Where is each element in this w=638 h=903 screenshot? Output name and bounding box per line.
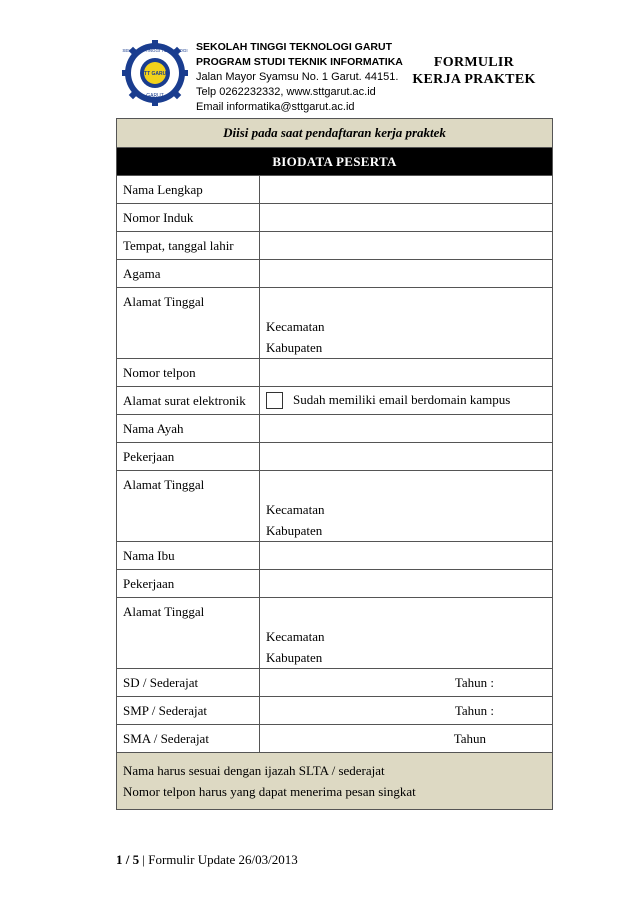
alamat-ibu-field[interactable] (260, 598, 553, 669)
nomor-telpon-label: Nomor telpon (117, 359, 260, 387)
alamat-ayah-label: Alamat Tinggal (117, 471, 260, 542)
sd-tahun-label: Tahun : (454, 674, 494, 690)
form-row (117, 288, 553, 359)
form-row (117, 415, 553, 443)
nomor-induk-label: Nomor Induk (117, 204, 260, 232)
kabupaten-label: Kabupaten (266, 340, 323, 355)
smp-label: SMP / Sederajat (117, 697, 260, 725)
pekerjaan-ibu-label: Pekerjaan (117, 570, 260, 598)
kabupaten-label: Kabupaten (266, 523, 323, 538)
institution-phone-web: Telp 0262232332, www.sttgarut.ac.id (196, 86, 376, 98)
form-row (117, 176, 553, 204)
agama-label: Agama (117, 260, 260, 288)
form-row (117, 598, 553, 669)
bottom-notes (117, 753, 553, 810)
section-title: BIODATA PESERTA (117, 148, 553, 176)
nama-lengkap-field[interactable] (260, 176, 553, 204)
logo-text-top: SEKOLAH TINGGI TEKNOLOGI (122, 48, 188, 53)
ttl-field[interactable] (260, 232, 553, 260)
form-row (117, 725, 553, 753)
email-label: Alamat surat elektronik (117, 387, 260, 415)
sma-field[interactable] (260, 725, 553, 753)
sma-label: SMA / Sederajat (117, 725, 260, 753)
nomor-telpon-field[interactable] (260, 359, 553, 387)
form-row (117, 471, 553, 542)
nama-ibu-field[interactable] (260, 542, 553, 570)
form-row (117, 359, 553, 387)
footer-update: Formulir Update 26/03/2013 (148, 852, 298, 867)
form-row (117, 697, 553, 725)
alamat-tinggal-field[interactable] (260, 288, 553, 359)
form-title-line2: KERJA PRAKTEK (412, 72, 536, 87)
biodata-form-table (116, 118, 553, 810)
page-footer (116, 852, 298, 868)
top-note: Diisi pada saat pendaftaran kerja praktek (117, 119, 553, 148)
institution-address: Jalan Mayor Syamsu No. 1 Garut. 44151. (196, 71, 399, 83)
program-name: PROGRAM STUDI TEKNIK INFORMATIKA (196, 56, 403, 68)
kecamatan-label: Kecamatan (266, 629, 325, 644)
logo-text-bottom: GARUT (146, 93, 164, 99)
alamat-ibu-label: Alamat Tinggal (117, 598, 260, 669)
campus-email-checkbox[interactable] (266, 392, 283, 409)
page-header (0, 0, 638, 115)
form-row (117, 232, 553, 260)
kabupaten-label: Kabupaten (266, 650, 323, 665)
kecamatan-label: Kecamatan (266, 502, 325, 517)
form-title-line1: FORMULIR (433, 55, 515, 70)
stt-garut-logo-icon (122, 40, 188, 106)
form-row (117, 260, 553, 288)
smp-tahun-label: Tahun : (454, 702, 494, 718)
kecamatan-label: Kecamatan (266, 319, 325, 334)
note-telpon: Nomor telpon harus yang dapat menerima pesan singkat (123, 784, 416, 799)
form-row (117, 542, 553, 570)
form-row (117, 443, 553, 471)
nama-ayah-field[interactable] (260, 415, 553, 443)
pekerjaan-ibu-field[interactable] (260, 570, 553, 598)
logo-text-center: STT GARUT (140, 71, 170, 77)
page-number: 1 / 5 (116, 852, 140, 867)
alamat-tinggal-label: Alamat Tinggal (117, 288, 260, 359)
form-row (117, 570, 553, 598)
nomor-induk-field[interactable] (260, 204, 553, 232)
form-row (117, 204, 553, 232)
form-row (117, 387, 553, 415)
institution-email: Email informatika@sttgarut.ac.id (196, 101, 355, 113)
sd-label: SD / Sederajat (117, 669, 260, 697)
ttl-label: Tempat, tanggal lahir (117, 232, 260, 260)
campus-email-checkbox-label: Sudah memiliki email berdomain kampus (293, 391, 511, 407)
form-title (404, 54, 544, 88)
footer-separator: | (139, 852, 149, 867)
sd-field[interactable] (260, 669, 553, 697)
form-row (117, 669, 553, 697)
institution-info (196, 40, 403, 115)
pekerjaan-ayah-label: Pekerjaan (117, 443, 260, 471)
agama-field[interactable] (260, 260, 553, 288)
alamat-ayah-field[interactable] (260, 471, 553, 542)
nama-ayah-label: Nama Ayah (117, 415, 260, 443)
nama-ibu-label: Nama Ibu (117, 542, 260, 570)
institution-name: SEKOLAH TINGGI TEKNOLOGI GARUT (196, 41, 392, 53)
smp-field[interactable] (260, 697, 553, 725)
note-ijazah: Nama harus sesuai dengan ijazah SLTA / sederajat (123, 763, 385, 778)
pekerjaan-ayah-field[interactable] (260, 443, 553, 471)
email-field[interactable] (260, 387, 553, 415)
nama-lengkap-label: Nama Lengkap (117, 176, 260, 204)
sma-tahun-label: Tahun (453, 730, 486, 746)
